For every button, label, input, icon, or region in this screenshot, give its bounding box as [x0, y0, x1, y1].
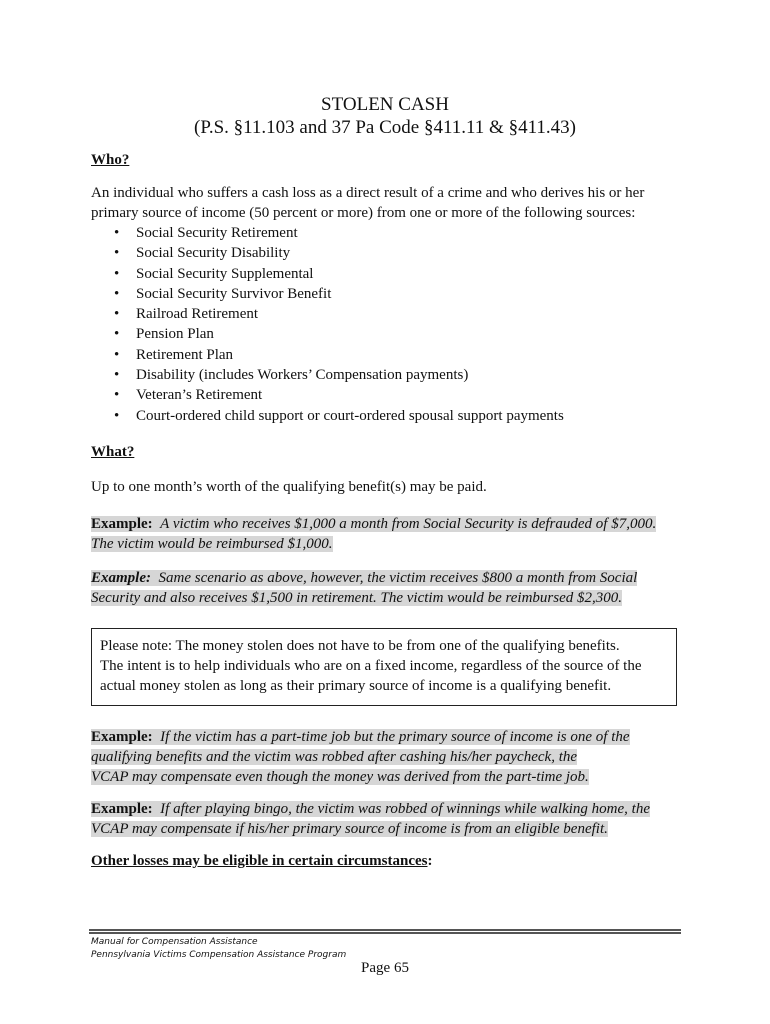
list-item: • Veteran’s Retirement: [91, 385, 564, 405]
list-item: • Disability (includes Workers’ Compensation payments): [91, 365, 564, 385]
who-heading: Who?: [91, 152, 130, 168]
bullet-icon: •: [114, 387, 120, 404]
other-losses-heading: Other losses may be eligible in certain circumstances:: [91, 853, 433, 869]
list-item: • Retirement Plan: [91, 345, 564, 365]
example-label: Example:: [91, 570, 151, 586]
bullet-icon: •: [114, 265, 120, 282]
example-1: Example: A victim who receives $1,000 a month from Social Security is defrauded of $7,000. The victim would be reimbursed $1,000.: [91, 516, 657, 552]
bullet-icon: •: [114, 326, 120, 343]
who-intro-line-2: primary source of income (50 percent or more) from one or more of the following sources:: [91, 205, 636, 221]
list-item: • Social Security Disability: [91, 243, 564, 263]
list-item: • Pension Plan: [91, 324, 564, 344]
bullet-icon: •: [114, 367, 120, 384]
bullet-icon: •: [114, 225, 120, 241]
list-item: • Court-ordered child support or court-ordered spousal support payments: [91, 406, 564, 426]
page-title: STOLEN CASH: [321, 94, 449, 115]
list-item: • Railroad Retirement: [91, 304, 564, 324]
bullet-icon: •: [114, 285, 120, 302]
example-2: Example: Same scenario as above, however, the victim receives $800 a month from Social Security and also receives $1,500 in retirement. The victim would be reimbursed $2,300.: [91, 570, 638, 606]
footer-divider: [89, 929, 681, 934]
bullet-icon: •: [114, 245, 120, 262]
bullet-icon: •: [114, 407, 120, 424]
page-subtitle: (P.S. §11.103 and 37 Pa Code §411.11 & §411.43): [194, 117, 576, 138]
bullet-icon: •: [114, 306, 120, 323]
who-intro-line-1: An individual who suffers a cash loss as a direct result of a crime and who derives his or her: [91, 185, 645, 201]
footer-program-name: Pennsylvania Victims Compensation Assistance Program: [91, 950, 347, 960]
example-label: Example:: [91, 729, 153, 745]
page-number: Page 65: [361, 960, 409, 976]
please-note-box: Please note: The money stolen does not have to be from one of the qualifying benefits. The intent is to help individuals who are on a fixed income, regardless of the source of the actual money stolen as long as their primary source of income is a qualifying benefit.: [91, 628, 677, 706]
footer-manual-title: Manual for Compensation Assistance: [91, 937, 258, 947]
list-item: • Social Security Retirement: [91, 223, 564, 243]
list-item: • Social Security Survivor Benefit: [91, 284, 564, 304]
example-label: Example:: [91, 516, 153, 532]
list-item: • Social Security Supplemental: [91, 264, 564, 284]
example-3: Example: If the victim has a part-time job but the primary source of income is one of the qualifying benefits and the victim was robbed after cashing his/her paycheck, the VCAP may compensate even though the money was derived from the part-time job.: [91, 729, 630, 785]
example-4: Example: If after playing bingo, the victim was robbed of winnings while walking home, the VCAP may compensate if his/her primary source of income is from an eligible benefit.: [91, 801, 650, 837]
example-label: Example:: [91, 801, 153, 817]
qualifying-sources-list: [91, 223, 564, 426]
what-heading: What?: [91, 444, 135, 460]
what-text: Up to one month’s worth of the qualifying benefit(s) may be paid.: [91, 479, 487, 495]
bullet-icon: •: [114, 346, 120, 363]
